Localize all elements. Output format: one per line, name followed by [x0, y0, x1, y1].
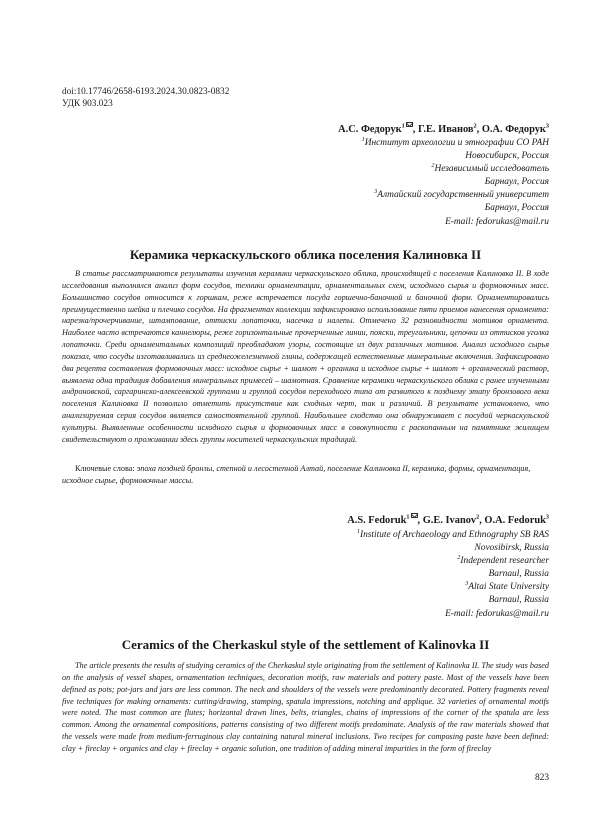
- en-aff-3-sup: 3: [465, 580, 469, 588]
- ru-keywords: [62, 463, 549, 487]
- en-author-2: G.E. Ivanov: [422, 515, 477, 526]
- en-aff-1-org: Institute of Archaeology and Ethnography SB RAS: [359, 530, 549, 540]
- en-aff-1-sup: 1: [356, 527, 360, 535]
- ru-keywords-text: эпоха поздней бронзы, степной и лесостепной Алтай, поселение Калиновка II, керамика, формы, орнаментация, исходное сырье, формовочные массы.: [62, 464, 531, 485]
- ru-author-3-sup: 3: [545, 122, 549, 130]
- en-aff-3-org: Altai State University: [468, 582, 549, 593]
- ru-email[interactable]: E-mail: fedorukas@mail.ru: [445, 216, 549, 227]
- en-aff-2-city: Barnaul, Russia: [488, 569, 549, 580]
- en-affiliations: [357, 529, 549, 621]
- ru-aff-2-sup: 2: [431, 162, 435, 170]
- doi-block: [62, 86, 229, 110]
- ru-aff-2-org: Независимый исследователь: [434, 164, 549, 175]
- en-author-2-sup: 2: [476, 513, 480, 521]
- ru-aff-1-org: Институт археологии и этнографии СО РАН: [364, 138, 549, 148]
- en-author-3: O.A. Fedoruk: [484, 515, 546, 526]
- ru-keywords-label: Ключевые слова:: [75, 464, 135, 473]
- ru-authors: А.С. Федорук$^1$ , Г.Е. Иванов$^2$, О.А. Федорук$^3$: [338, 122, 549, 135]
- en-email[interactable]: E-mail: fedorukas@mail.ru: [445, 608, 549, 619]
- envelope-icon[interactable]: [411, 513, 418, 518]
- en-aff-3-city: Barnaul, Russia: [488, 595, 549, 606]
- envelope-icon[interactable]: [406, 122, 413, 127]
- en-title: Ceramics of the Cherkaskul style of the settlement of Kalinovka II: [121, 637, 490, 652]
- en-aff-2-org: Independent researcher: [460, 556, 549, 567]
- ru-author-1: А.С. Федорук: [338, 124, 402, 135]
- en-authors: A.S. Fedoruk$^1$ , G.E. Ivanov$^2$, O.A. Fedoruk$^3$: [347, 513, 549, 526]
- ru-title: Керамика черкаскульского облика поселения Калиновка II: [129, 247, 482, 262]
- ru-abstract: В статье рассматриваются результаты изучения керамики черкаскульского облика, происходящей с поселения Калиновка II. В ходе исследования выполнялся анализ форм сосудов, техники орнаментации, орнаментальных схем, исходного сырья и формовочных масс. Большинство сосудов относится к горшкам, реже встречается посуда горшечно-баночной и баночной форм. Орнаментировались преимущественно шейка и плечико сосудов. На фрагментах коллекции зафиксировано использование пяти приемов нанесения орнамента: нарезка/прочерчивание, штампование, оттиски лопаточки, насечка и налепы. Отмечено 32 разновидности мотивов орнамента. Наиболее часто встречаются каннелюры, реже горизонтальные прочерченные линии, пояски, треугольники, цепочки из оттисков уголка лопаточки. Среди орнаментальных композиций преобладают узоры, состоящие из двух различных мотивов. Анализ исходного сырья показал, что сосуды изготавливались из среднеожелезненной глины, содержащей естественные минеральные включения. Зафиксировано два рецепта составления формовочных масс: исходное сырье + шамот + органика и исходное сырье + шамот + органический раствор, выявлена одна традиция добавления минеральных примесей – шамотная. Сравнение керамики черкаскульского облика с ранее изученными андроновской, саргаринско-алексеевской группами и группой сосудов переходного типа от развитого к позднему этапу бронзового века поселения Калиновка II позволило отметить присутствие как сходных черт, так и различий. В результате установлено, что анализируемая серия сосудов является самостоятельной группой. Наибольшее сходство она обнаруживает с посудой черкаскульской культуры. Выявленные особенности исходного сырья и формовочных масс в совокупности с раскопанным на памятнике жилищем свидетельствуют о проживании здесь группы носителей черкаскульских традиций.: [62, 269, 549, 444]
- udc-line: УДК 903.023: [62, 99, 113, 109]
- en-aff-2-sup: 2: [457, 554, 461, 562]
- en-abstract: The article presents the results of studying ceramics of the Cherkaskul style originating from the settlement of Kalinovka II. The study was based on the analysis of vessel shapes, ornamentation techniques, decoration motifs, raw materials and pottery paste. Most of the vessels have been defined as pots; pot-jars and jars are less common. The neck and shoulders of the vessels were predominantly decorated. Pottery fragments reveal five techniques for making ornaments: cutting/drawing, stamping, spatula impressions, notching and applique. 32 varieties of ornamental motifs were noted. The most common are flutes; horizontal drawn lines, belts, triangles, chains of impressions of the corner of the spatula are less common. Among the ornamental compositions, patterns consisting of two different motifs predominate. Analysis of the raw materials showed that the vessels were made from medium-ferruginous clay containing natural mineral inclusions. Two recipes for composing paste have been defined: clay + fireclay + organics and clay + fireclay + organic solution, one tradition of adding mineral impurities in the form of fireclay: [62, 661, 549, 753]
- ru-affiliations: [362, 137, 549, 229]
- page-number: 823: [534, 773, 549, 783]
- ru-author-3: О.А. Федорук: [481, 124, 546, 135]
- en-aff-1-city: Novosibirsk, Russia: [474, 543, 549, 554]
- ru-aff-1-sup: 1: [361, 135, 365, 143]
- en-author-1-sup: 1: [406, 513, 410, 521]
- ru-aff-3-city: Барнаул, Россия: [484, 203, 549, 214]
- ru-aff-2-city: Барнаул, Россия: [484, 177, 549, 188]
- ru-author-1-sup: 1: [401, 122, 405, 130]
- en-author-3-sup: 3: [545, 513, 549, 521]
- ru-aff-3-org: Алтайский государственный университет: [377, 190, 549, 201]
- ru-aff-1-city: Новосибирск, Россия: [465, 151, 549, 162]
- en-author-1: A.S. Fedoruk: [347, 515, 407, 526]
- doi-line[interactable]: doi:10.17746/2658-6193.2024.30.0823-0832: [62, 87, 230, 97]
- ru-aff-3-sup: 3: [374, 188, 378, 196]
- ru-author-2-sup: 2: [473, 122, 477, 130]
- ru-author-2: Г.Е. Иванов: [417, 124, 474, 135]
